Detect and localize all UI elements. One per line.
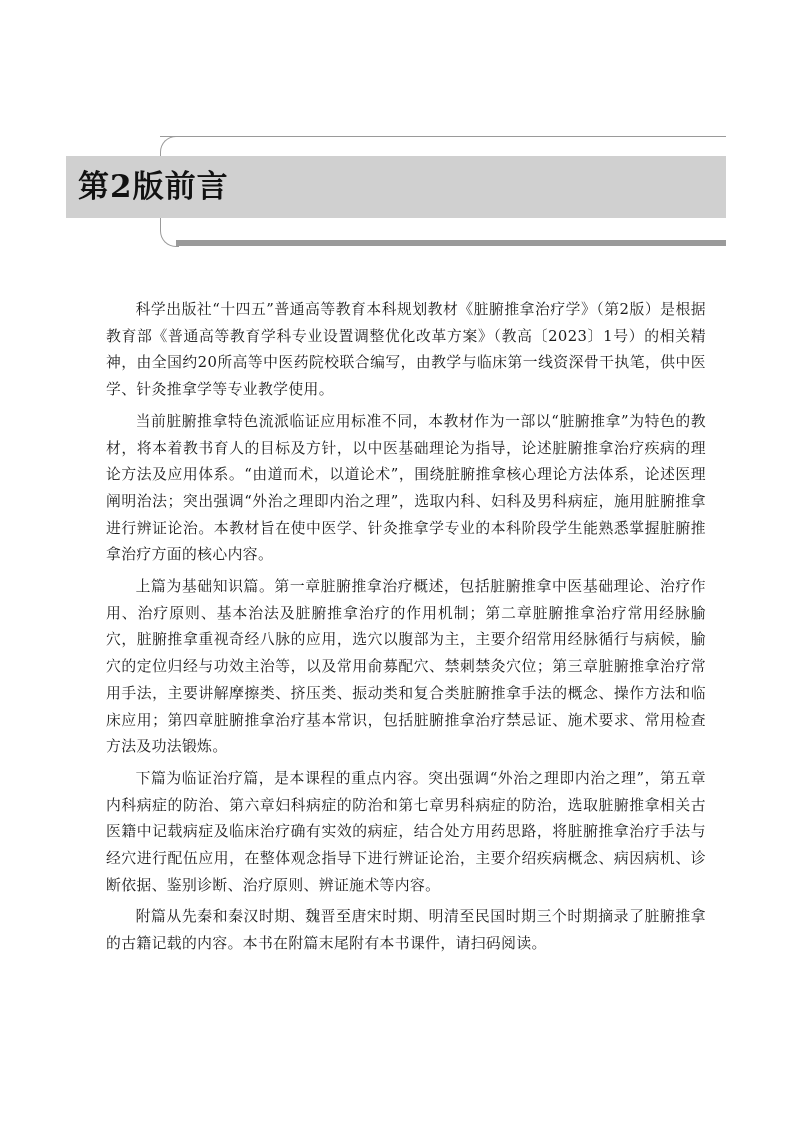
paragraph-5: 附篇从先秦和秦汉时期、魏晋至唐宋时期、明清至民国时期三个时期摘录了脏腑推拿的古籍记载的内容。本书在附篇末尾附有本书课件，请扫码阅读。 bbox=[106, 908, 706, 953]
header-top-curve bbox=[160, 136, 179, 157]
paragraph-2: 当前脏腑推拿特色流派临证应用标准不同，本教材作为一部以“脏腑推拿”为特色的教材，将本着教书育人的目标及方针，以中医基础理论为指导，论述脏腑推拿治疗疾病的理论方法及应用体系。“由道而术，以道论术”，围绕脏腑推拿核心理论方法体系，论述医理阐明治法；突出强调“外治之理即内治之理”，选取内科、妇科及男科病症，施用脏腑推拿进行辨证论治。本教材旨在使中医学、针灸推拿学专业的本科阶段学生能熟悉掌握脏腑推拿治疗方面的核心内容。 bbox=[106, 412, 706, 564]
body-text bbox=[106, 297, 706, 963]
page-title: 第2版前言 bbox=[78, 169, 229, 205]
header-bottom-rule bbox=[176, 240, 726, 246]
paragraph-4: 下篇为临证治疗篇，是本课程的重点内容。突出强调“外治之理即内治之理”，第五章内科病症的防治、第六章妇科病症的防治和第七章男科病症的防治，选取脏腑推拿相关古医籍中记载病症及临床治疗确有实效的病症，结合处方用药思路，将脏腑推拿治疗手法与经穴进行配伍应用，在整体观念指导下进行辨证论治，主要介绍疾病概念、病因病机、诊断依据、鉴别诊断、治疗原则、辨证施术等内容。 bbox=[106, 769, 706, 894]
paragraph-3: 上篇为基础知识篇。第一章脏腑推拿治疗概述，包括脏腑推拿中医基础理论、治疗作用、治疗原则、基本治法及脏腑推拿治疗的作用机制；第二章脏腑推拿治疗常用经脉腧穴，脏腑推拿重视奇经八脉的应用，选穴以腹部为主，主要介绍常用经脉循行与病候，腧穴的定位归经与功效主治等，以及常用俞募配穴、禁刺禁灸穴位；第三章脏腑推拿治疗常用手法，主要讲解摩擦类、挤压类、振动类和复合类脏腑推拿手法的概念、操作方法和临床应用；第四章脏腑推拿治疗基本常识，包括脏腑推拿治疗禁忌证、施术要求、常用检查方法及功法锻炼。 bbox=[106, 578, 706, 756]
header-top-rule bbox=[160, 136, 726, 137]
paragraph-1: 科学出版社“十四五”普通高等教育本科规划教材《脏腑推拿治疗学》（第2版）是根据教育部《普通高等教育学科专业设置调整优化改革方案》（教高〔2023〕1号）的相关精神，由全国约20所高等中医药院校联合编写，由教学与临床第一线资深骨干执笔，供中医学、针灸推拿学等专业教学使用。 bbox=[106, 301, 706, 399]
